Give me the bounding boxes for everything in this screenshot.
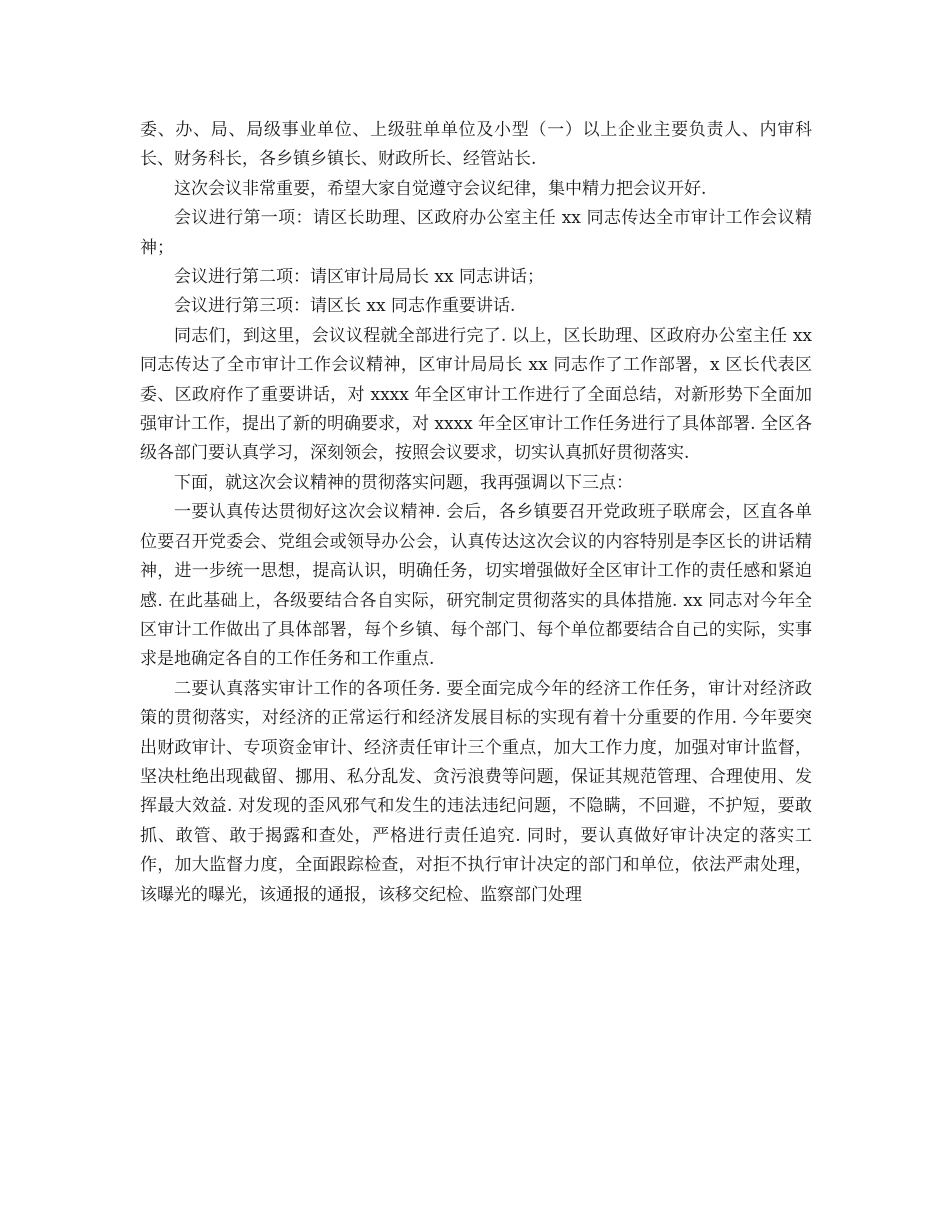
paragraph-attendees: 委、办、局、局级事业单位、上级驻单单位及小型（一）以上企业主要负责人、内审科长、财务科长，各乡镇乡镇长、财政所长、经管站长. [140,120,812,170]
document-body [140,116,812,910]
paragraph-agenda-item-3: 会议进行第三项：请区长 xx 同志作重要讲话. [174,296,516,317]
paragraph-agenda-item-1: 会议进行第一项：请区长助理、区政府办公室主任 xx 同志传达全市审计工作会议精神； [140,208,812,258]
paragraph-point-two: 二要认真落实审计工作的各项任务. 要全面完成今年的经济工作任务，审计对经济政策的贯彻落实，对经济的正常运行和经济发展目标的实现有着十分重要的作用. 今年要突出财政审计、专项资金审计、经济责任审计三个重点，加大工作力度，加强对审计监督，坚决杜绝出现截留、挪用、私分乱发、贪污浪费等问题，保证其规范管理、合理使用、发挥最大效益. 对发现的歪风邪气和发生的违法违纪问题，不隐瞒，不回避，不护短，要敢抓、敢管、敢于揭露和查处，严格进行责任追究. 同时，要认真做好审计决定的落实工作，加大监督力度，全面跟踪检查，对拒不执行审计决定的部门和单位，依法严肃处理，该曝光的曝光，该通报的通报，该移交纪检、监察部门处理 [140,678,812,905]
paragraph-point-one: 一要认真传达贯彻好这次会议精神. 会后，各乡镇要召开党政班子联席会，区直各单位要召开党委会、党组会或领导办公会，认真传达这次会议的内容特别是李区长的讲话精神，进一步统一思想，提高认识，明确任务，切实增强做好全区审计工作的责任感和紧迫感. 在此基础上，各级要结合各自实际，研究制定贯彻落实的具体措施. xx 同志对今年全区审计工作做出了具体部署，每个乡镇、每个部门、每个单位都要结合自己的实际，实事求是地确定各自的工作任务和工作重点. [140,502,812,670]
paragraph-discipline: 这次会议非常重要，希望大家自觉遵守会议纪律，集中精力把会议开好. [174,178,707,199]
paragraph-three-points-intro: 下面，就这次会议精神的贯彻落实问题，我再强调以下三点： [174,472,633,493]
paragraph-summary: 同志们，到这里，会议议程就全部进行完了. 以上，区长助理、区政府办公室主任 xx 同志传达了全市审计工作会议精神，区审计局局长 xx 同志作了工作部署，x 区长代表区委、区政府作了重要讲话，对 xxxx 年全区审计工作进行了全面总结，对新形势下全面加强审计工作，提出了新的明确要求，对 xxxx 年全区审计工作任务进行了具体部署. 全区各级各部门要认真学习，深刻领会，按照会议要求，切实认真抓好贯彻落实. [140,325,812,464]
paragraph-agenda-item-2: 会议进行第二项：请区审计局局长 xx 同志讲话； [174,267,544,288]
